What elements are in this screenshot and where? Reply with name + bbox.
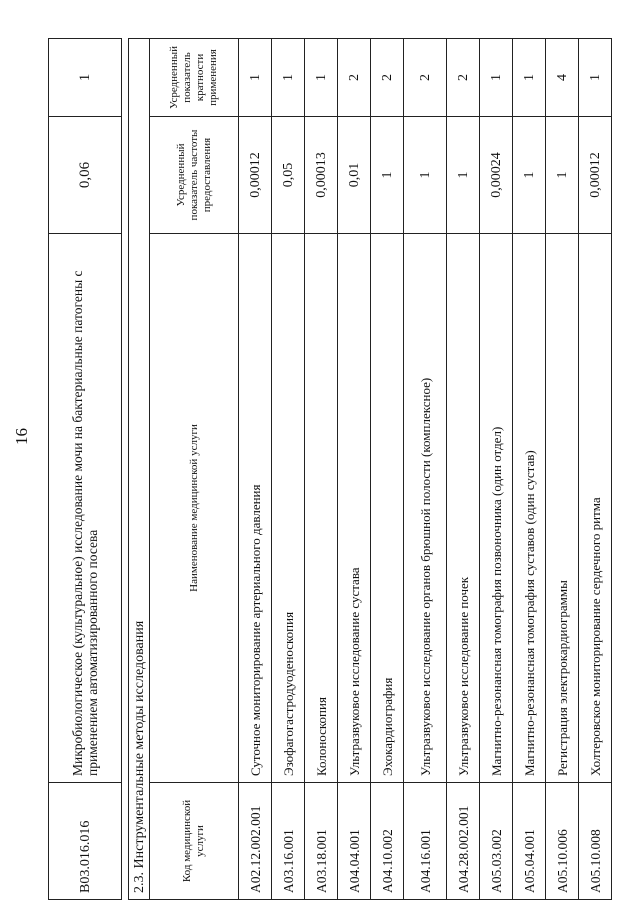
service-code: A05.04.001: [513, 783, 546, 900]
rotated-page: [42, 20, 622, 900]
header-code: Код медицинской услуги: [150, 783, 239, 900]
service-name: Колоноскопия: [305, 234, 338, 783]
header-name: Наименование медицинской услуги: [150, 234, 239, 783]
table-row: [371, 39, 404, 900]
frequency-value: 1: [546, 117, 579, 234]
service-name: Ультразвуковое исследование почек: [447, 234, 480, 783]
service-name: Магнитно-резонансная томография суставов (один сустав): [513, 234, 546, 783]
frequency-value: 1: [404, 117, 447, 234]
frequency-value: 0,00012: [239, 117, 272, 234]
service-name: Магнитно-резонансная томография позвоночника (один отдел): [480, 234, 513, 783]
table-row: [338, 39, 371, 900]
multiplicity-value: 2: [371, 39, 404, 117]
table-row: [272, 39, 305, 900]
service-code: A03.16.001: [272, 783, 305, 900]
page-number: 16: [12, 428, 31, 445]
table-row: [480, 39, 513, 900]
table-row: [513, 39, 546, 900]
service-code: A05.10.008: [579, 783, 612, 900]
table-row: [239, 39, 272, 900]
table-row: [579, 39, 612, 900]
service-name: Регистрация электрокардиограммы: [546, 234, 579, 783]
frequency-value: 1: [371, 117, 404, 234]
frequency-value: 0,00024: [480, 117, 513, 234]
frequency-value: 0,06: [49, 117, 122, 234]
multiplicity-value: 1: [239, 39, 272, 117]
frequency-value: 0,00013: [305, 117, 338, 234]
multiplicity-value: 1: [480, 39, 513, 117]
table-body: [239, 39, 612, 900]
frequency-value: 0,05: [272, 117, 305, 234]
multiplicity-value: 1: [272, 39, 305, 117]
services-table: [149, 38, 612, 900]
service-code: A02.12.002.001: [239, 783, 272, 900]
table-row: [447, 39, 480, 900]
table-row: [546, 39, 579, 900]
frequency-value: 1: [513, 117, 546, 234]
service-name: Ультразвуковое исследование сустава: [338, 234, 371, 783]
service-name: Микробиологическое (культуральное) исследование мочи на бактериальные патогены с применением автоматизированного посева: [49, 234, 122, 783]
section-title: 2.3. Инструментальные методы исследования: [128, 38, 150, 900]
header-frequency: Усредненный показатель частоты предоставления: [150, 117, 239, 234]
service-name: Эхокардиография: [371, 234, 404, 783]
table-row: [404, 39, 447, 900]
table-header-row: [150, 39, 239, 900]
service-code: A04.16.001: [404, 783, 447, 900]
service-code: A04.04.001: [338, 783, 371, 900]
multiplicity-value: 1: [305, 39, 338, 117]
top-table: [48, 38, 122, 900]
multiplicity-value: 2: [447, 39, 480, 117]
multiplicity-value: 1: [579, 39, 612, 117]
service-name: Холтеровское мониторирование сердечного ритма: [579, 234, 612, 783]
frequency-value: 0,00012: [579, 117, 612, 234]
table-row: [305, 39, 338, 900]
service-code: A05.10.006: [546, 783, 579, 900]
multiplicity-value: 2: [338, 39, 371, 117]
multiplicity-value: 1: [513, 39, 546, 117]
service-code: A04.28.002.001: [447, 783, 480, 900]
frequency-value: 0,01: [338, 117, 371, 234]
service-name: Суточное мониторирование артериального давления: [239, 234, 272, 783]
service-code: B03.016.016: [49, 783, 122, 900]
service-code: A03.18.001: [305, 783, 338, 900]
service-code: A04.10.002: [371, 783, 404, 900]
table-row: [49, 39, 122, 900]
service-name: Ультразвуковое исследование органов брюшной полости (комплексное): [404, 234, 447, 783]
service-name: Эзофагогастродуоденоскопия: [272, 234, 305, 783]
multiplicity-value: 1: [49, 39, 122, 117]
frequency-value: 1: [447, 117, 480, 234]
service-code: A05.03.002: [480, 783, 513, 900]
header-multiplicity: Усредненный показатель кратности применения: [150, 39, 239, 117]
multiplicity-value: 4: [546, 39, 579, 117]
multiplicity-value: 2: [404, 39, 447, 117]
